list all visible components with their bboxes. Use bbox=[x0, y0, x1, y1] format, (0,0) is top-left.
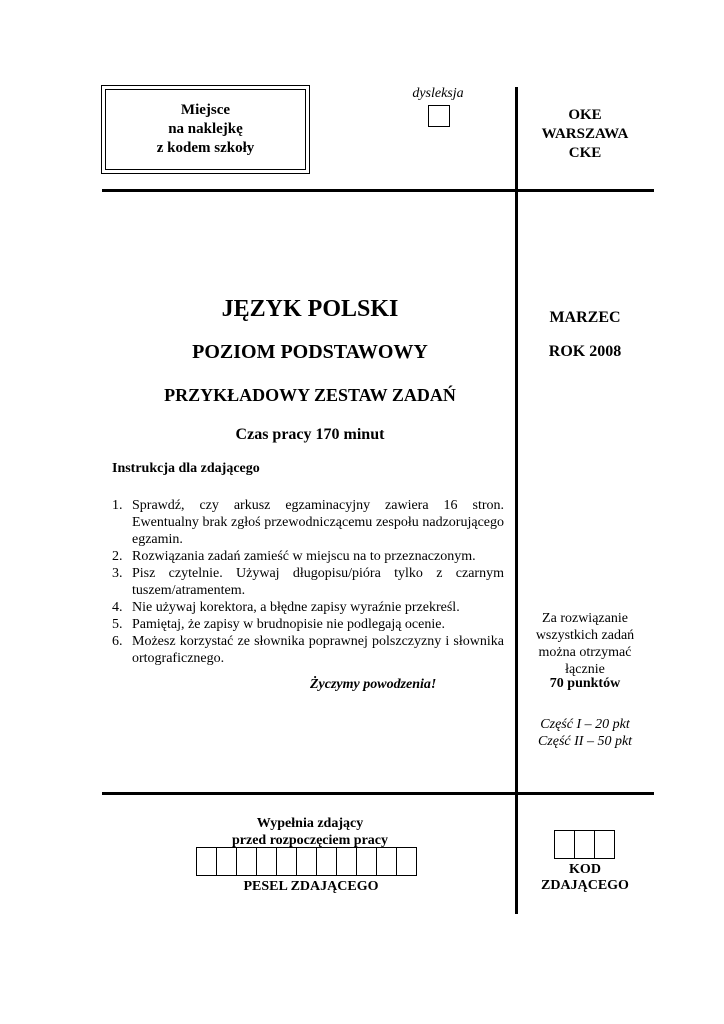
item-line: i słownika ortograficznego. bbox=[132, 634, 504, 666]
vertical-divider bbox=[515, 87, 518, 914]
item-text bbox=[132, 599, 504, 616]
pesel-cell[interactable] bbox=[356, 847, 377, 876]
pesel-cell[interactable] bbox=[396, 847, 417, 876]
item-line: Pisz czytelnie. Używaj długopisu/pióra tylko z czarnym bbox=[132, 566, 504, 581]
student-code-cell[interactable] bbox=[554, 830, 575, 859]
instructions-heading: Instrukcja dla zdającego bbox=[112, 461, 260, 476]
issuer-line-3: CKE bbox=[568, 145, 602, 161]
student-code-label-1: KOD bbox=[569, 862, 601, 877]
sticker-line-1: Miejsce bbox=[180, 102, 231, 118]
item-text bbox=[132, 497, 504, 548]
pesel-cell[interactable] bbox=[196, 847, 217, 876]
list-item bbox=[112, 548, 504, 565]
pesel-label: PESEL ZDAJĄCEGO bbox=[243, 879, 379, 894]
item-line: Pamiętaj, że zapisy w brudnopisie nie podlegają ocenie. bbox=[132, 617, 445, 632]
good-luck-wish: Życzymy powodzenia! bbox=[310, 677, 437, 692]
pesel-cell[interactable] bbox=[256, 847, 277, 876]
pesel-cell[interactable] bbox=[276, 847, 297, 876]
exam-level: POZIOM PODSTAWOWY bbox=[192, 341, 428, 363]
pesel-input[interactable] bbox=[196, 847, 416, 876]
item-line: Rozwiązania zadań zamieść w miejscu na to przeznaczonym. bbox=[132, 549, 476, 564]
pesel-cell[interactable] bbox=[376, 847, 397, 876]
exam-time: Czas pracy 170 minut bbox=[235, 426, 385, 443]
part-1-points: Część I – 20 pkt bbox=[540, 717, 630, 732]
fill-instruction-line-2: przed rozpoczęciem pracy bbox=[231, 833, 388, 848]
item-line: Sprawdź, czy arkusz egzaminacyjny zawiera 16 stron. bbox=[132, 498, 504, 513]
item-line: nadzorującego egzamin. bbox=[132, 515, 504, 547]
list-item bbox=[112, 616, 504, 633]
list-item bbox=[112, 565, 504, 599]
issuer-block bbox=[520, 106, 650, 163]
school-code-sticker-box bbox=[101, 85, 310, 174]
exam-month: MARZEC bbox=[549, 309, 621, 326]
dyslexia-label: dysleksja bbox=[412, 86, 464, 101]
exam-set: PRZYKŁADOWY ZESTAW ZADAŃ bbox=[164, 385, 456, 405]
sticker-line-3: z kodem szkoły bbox=[156, 140, 255, 156]
pesel-cell[interactable] bbox=[316, 847, 337, 876]
list-item bbox=[112, 497, 504, 548]
exam-subject: JĘZYK POLSKI bbox=[221, 296, 399, 322]
points-line-4: łącznie bbox=[565, 662, 605, 677]
instructions-list bbox=[112, 497, 504, 667]
item-line: tuszem/atramentem. bbox=[132, 583, 246, 598]
list-item bbox=[112, 599, 504, 616]
item-number: 1. bbox=[112, 498, 123, 513]
item-text bbox=[132, 565, 504, 599]
dyslexia-checkbox[interactable] bbox=[428, 105, 450, 127]
bottom-divider bbox=[102, 792, 654, 795]
points-total: 70 punktów bbox=[549, 676, 621, 691]
item-line: Nie używaj korektora, a błędne zapisy wyraźnie przekreśl. bbox=[132, 600, 460, 615]
part-2-points: Część II – 50 pkt bbox=[537, 734, 633, 749]
fill-instruction-line-1: Wypełnia zdający bbox=[256, 816, 364, 831]
student-code-label-2: ZDAJĄCEGO bbox=[541, 878, 629, 893]
points-line-3: można otrzymać bbox=[538, 645, 632, 660]
student-code-input[interactable] bbox=[554, 830, 614, 859]
pesel-cell[interactable] bbox=[236, 847, 257, 876]
item-number: 2. bbox=[112, 549, 123, 564]
student-code-cell[interactable] bbox=[594, 830, 615, 859]
item-number: 6. bbox=[112, 634, 123, 649]
points-parts bbox=[520, 716, 650, 750]
pesel-cell[interactable] bbox=[336, 847, 357, 876]
item-line: Ewentualny brak zgłoś przewodniczącemu zespołu bbox=[132, 515, 423, 530]
item-text bbox=[132, 633, 504, 667]
pesel-cell[interactable] bbox=[296, 847, 317, 876]
item-text bbox=[132, 548, 504, 565]
issuer-line-1: OKE bbox=[568, 107, 602, 123]
student-code-cell[interactable] bbox=[574, 830, 595, 859]
exam-year: ROK 2008 bbox=[548, 343, 622, 360]
points-line-2: wszystkich zadań bbox=[535, 628, 635, 643]
top-divider bbox=[102, 189, 654, 192]
issuer-line-2: WARSZAWA bbox=[541, 126, 629, 142]
item-line: Możesz korzystać ze słownika poprawnej polszczyzny bbox=[132, 634, 446, 649]
item-number: 5. bbox=[112, 617, 123, 632]
item-text bbox=[132, 616, 504, 633]
sticker-line-2: na naklejkę bbox=[168, 121, 243, 137]
item-number: 4. bbox=[112, 600, 123, 615]
points-info bbox=[520, 610, 650, 678]
points-line-1: Za rozwiązanie bbox=[542, 611, 628, 626]
list-item bbox=[112, 633, 504, 667]
item-number: 3. bbox=[112, 566, 123, 581]
pesel-cell[interactable] bbox=[216, 847, 237, 876]
